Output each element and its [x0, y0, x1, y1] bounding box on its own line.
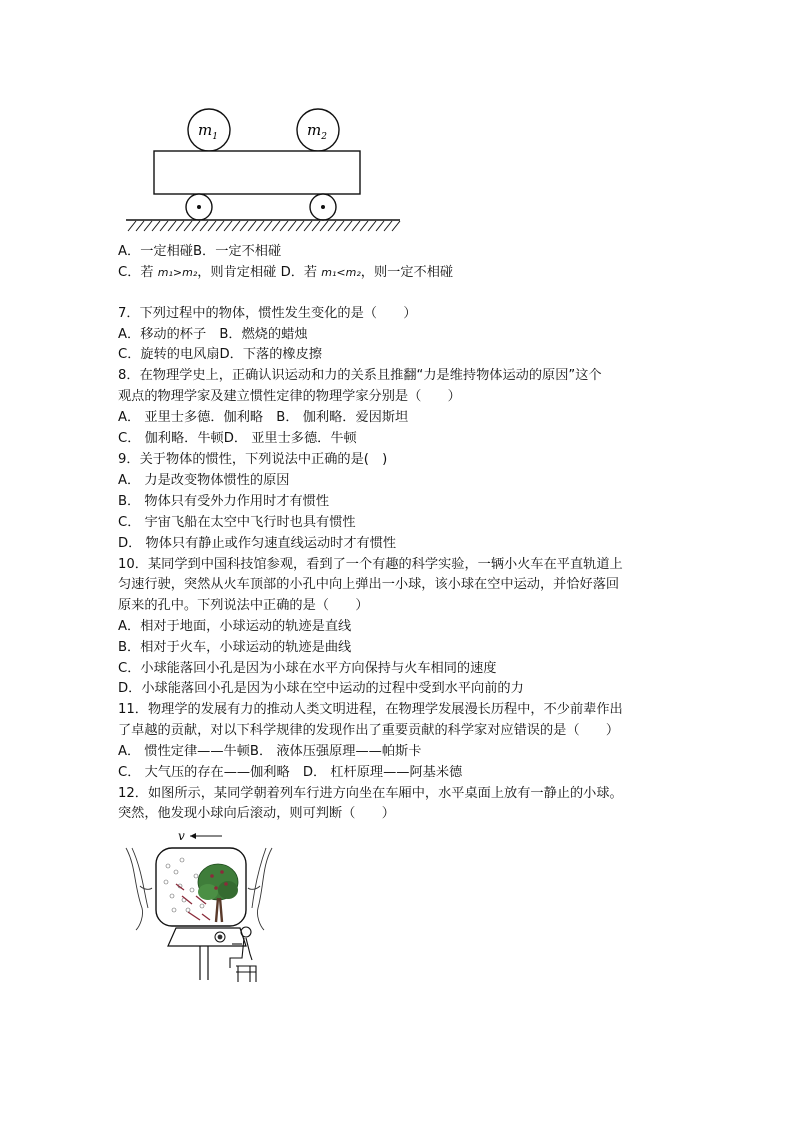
q10-option-d: D．小球能落回小孔是因为小球在空中运动的过程中受到水平向前的力	[118, 681, 524, 696]
q8-stem-line2: 观点的物理学家及建立惯性定律的物理学家分别是（ ）	[118, 389, 461, 404]
mass2-label: $m_2$	[307, 121, 327, 142]
q6-option-d-condition: m₁<m₂	[321, 266, 361, 279]
q8-options-ab: A． 亚里士多德．伽利略 B． 伽利略．爱因斯坦	[118, 410, 409, 425]
q9-option-c: C． 宇宙飞船在太空中飞行时也具有惯性	[118, 515, 356, 530]
q6-option-c-text: ，则肯定相碰 D．若	[197, 265, 322, 280]
q8-stem-line1: 8．在物理学史上，正确认识运动和力的关系且推翻“力是维持物体运动的原因”这个	[118, 368, 602, 383]
q10-option-c: C．小球能落回小孔是因为小球在水平方向保持与火车相同的速度	[118, 661, 497, 676]
q9-option-d: D． 物体只有静止或作匀速直线运动时才有惯性	[118, 536, 397, 551]
q9-option-b: B． 物体只有受外力作用时才有惯性	[118, 494, 330, 509]
q6-option-d-text: ，则一定不相碰	[360, 265, 454, 280]
curtain-right	[248, 848, 272, 930]
cart-figure	[120, 100, 410, 236]
table	[168, 928, 246, 946]
q9-stem: 9．关于物体的惯性，下列说法中正确的是( )	[118, 452, 388, 467]
q10-stem-line2: 匀速行驶，突然从火车顶部的小孔中向上弹出一小球，该小球在空中运动，并恰好落回	[118, 577, 620, 592]
q11-options-ab: A． 惯性定律——牛顿B． 液体压强原理——帕斯卡	[118, 744, 422, 759]
q10-option-b: B．相对于火车，小球运动的轨迹是曲线	[118, 640, 352, 655]
curtain-left	[126, 848, 152, 930]
q11-stem-line1: 11．物理学的发展有力的推动人类文明进程，在物理学发展漫长历程中，不少前辈作出	[118, 702, 623, 717]
q7-options-cd: C．旋转的电风扇D．下落的橡皮擦	[118, 347, 322, 362]
velocity-label: v	[178, 829, 185, 843]
q10-stem-line3: 原来的孔中。下列说法中正确的是（ ）	[118, 598, 369, 613]
q6-option-c-condition: m₁>m₂	[157, 266, 198, 279]
q12-stem-line2: 突然，他发现小球向后滚动，则可判断（ ）	[118, 806, 395, 821]
q12-stem-line1: 12．如图所示，某同学朝着列车行进方向坐在车厢中，水平桌面上放有一静止的小球。	[118, 786, 623, 801]
q6-option-c-prefix: C．若	[118, 265, 158, 280]
cart-body	[154, 151, 360, 194]
train-figure	[122, 826, 282, 984]
q7-options-ab: A．移动的杯子 B．燃烧的蜡烛	[118, 327, 308, 342]
q8-options-cd: C． 伽利略．牛顿D． 亚里士多德．牛顿	[118, 431, 357, 446]
q10-stem-line1: 10．某同学到中国科技馆参观，看到了一个有趣的科学实验，一辆小火车在平直轨道上	[118, 557, 623, 572]
q9-option-a: A． 力是改变物体惯性的原因	[118, 473, 290, 488]
q11-stem-line2: 了卓越的贡献，对以下科学规律的发现作出了重要贡献的科学家对应错误的是（ ）	[118, 723, 620, 738]
q7-stem: 7．下列过程中的物体，惯性发生变化的是（ ）	[118, 306, 417, 321]
mass1-label: $m_1$	[198, 121, 218, 142]
q11-options-cd: C． 大气压的存在——伽利略 D． 杠杆原理——阿基米德	[118, 765, 463, 780]
q6-option-c-d	[118, 264, 453, 282]
q10-option-a: A．相对于地面，小球运动的轨迹是直线	[118, 619, 352, 634]
q6-option-a-b: A．一定相碰B．一定不相碰	[118, 244, 282, 259]
